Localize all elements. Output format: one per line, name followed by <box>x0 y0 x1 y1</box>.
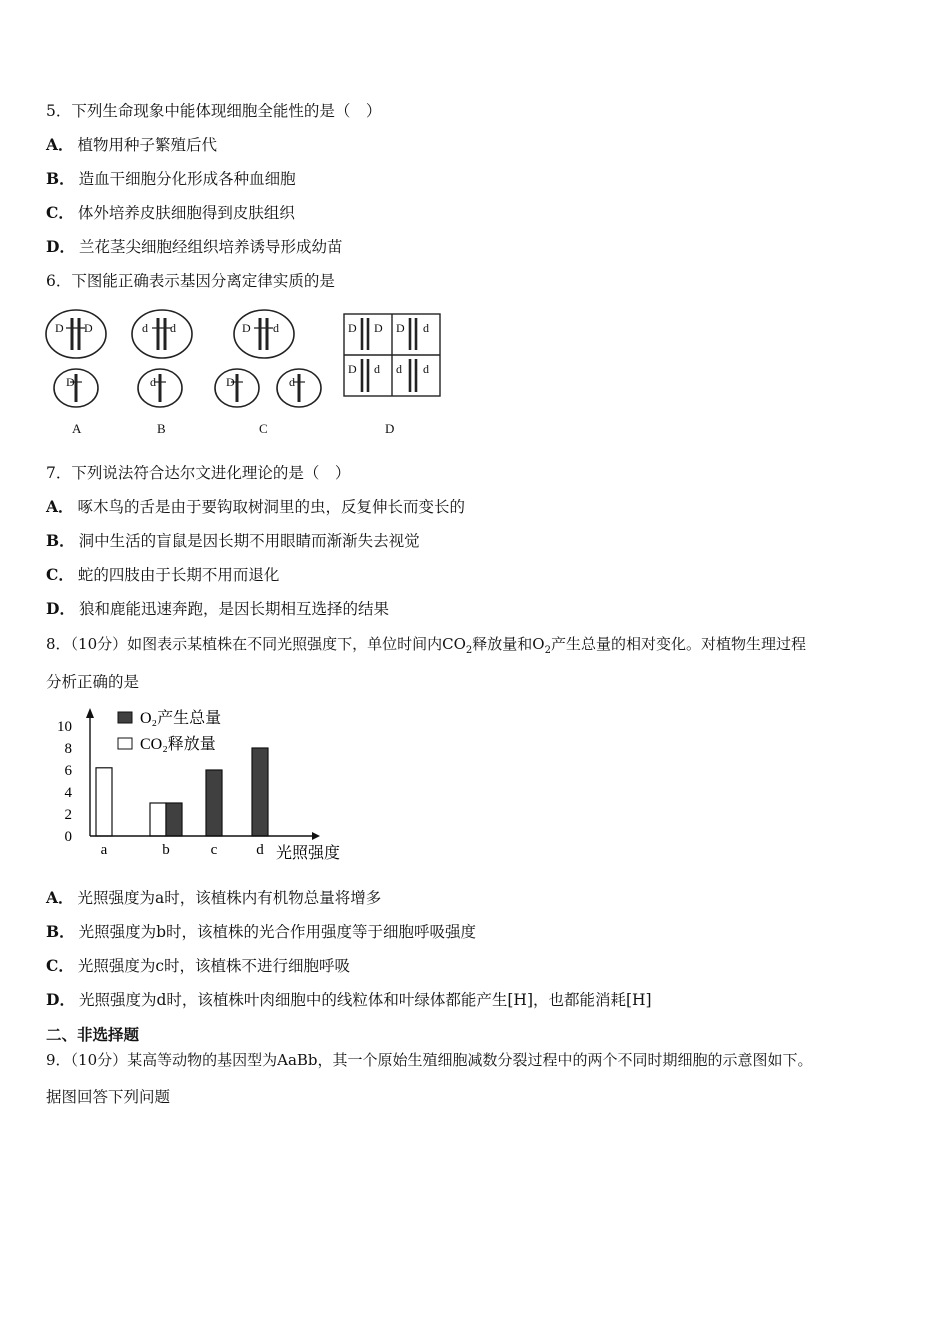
y-tick-label: 2 <box>64 807 72 823</box>
gene-label: d <box>423 321 429 335</box>
cell-b-parent <box>132 310 192 358</box>
y-axis-arrow <box>86 708 94 718</box>
y-tick-label: 4 <box>64 785 72 801</box>
x-tick-label: b <box>162 842 170 858</box>
gene-label: D <box>396 321 405 335</box>
q8-option-b: B． 光照强度为b时，该植株的光合作用强度等于细胞呼吸强度 <box>46 922 477 941</box>
gene-label: d <box>396 362 402 376</box>
gene-label: D <box>348 362 357 376</box>
gene-label: D <box>66 375 75 389</box>
x-axis-arrow <box>312 832 320 840</box>
gene-label: D <box>374 321 383 335</box>
q8-stem: 8．（10分）如图表示某植株在不同光照强度下，单位时间内$CO_2$释放量和$O_2$产生总量的相对变化。对植物生理过程 <box>46 635 806 656</box>
y-tick-label: 8 <box>64 741 72 757</box>
caption-c: C <box>259 421 268 436</box>
q5-option-a: A． 植物用种子繁殖后代 <box>46 135 218 154</box>
legend-label-co2: CO₂释放量 <box>140 736 216 753</box>
gene-label: D <box>55 321 64 335</box>
bar-o2-d <box>252 748 268 836</box>
gene-label: d <box>273 321 279 335</box>
q8-option-a: A． 光照强度为a时，该植株内有机物总量将增多 <box>46 888 382 907</box>
caption-d: D <box>385 421 395 436</box>
gene-label: d <box>170 321 176 335</box>
q7-option-b: B． 洞中生活的盲鼠是因长期不用眼睛而渐渐失去视觉 <box>46 531 420 550</box>
q5-stem: 5．下列生命现象中能体现细胞全能性的是（ ） <box>46 102 382 120</box>
gene-label: d <box>423 362 429 376</box>
gene-label: D <box>348 321 357 335</box>
section-title: 二、非选择题 <box>46 1025 140 1044</box>
q8-option-c: C． 光照强度为c时，该植株不进行细胞呼吸 <box>46 956 351 975</box>
x-axis-label: 光照强度 <box>276 845 341 862</box>
gene-label: d <box>150 375 156 389</box>
q7-option-c: C． 蛇的四肢由于长期不用而退化 <box>46 565 280 584</box>
q8-option-d: D． 光照强度为d时，该植株叶肉细胞中的线粒体和叶绿体都能产生[H]，也都能消耗[H] <box>46 990 652 1009</box>
caption-a: A <box>72 421 82 436</box>
q9-stem-line2: 据图回答下列问题 <box>46 1088 171 1106</box>
bar-o2-b <box>166 803 182 836</box>
gene-label: d <box>374 362 380 376</box>
bar-co2-b <box>150 803 166 836</box>
q7-option-a: A． 啄木鸟的舌是由于要钩取树洞里的虫，反复伸长而变长的 <box>46 497 466 516</box>
q6-stem: 6．下图能正确表示基因分离定律实质的是 <box>46 272 335 290</box>
y-tick-label: 10 <box>57 719 72 735</box>
x-tick-label: a <box>100 842 108 858</box>
chart-svg <box>44 702 364 866</box>
bar-co2-a <box>96 768 112 836</box>
caption-b: B <box>157 421 166 436</box>
y-tick-label: 6 <box>64 763 72 779</box>
q8-stem-line2: 分析正确的是 <box>46 673 140 691</box>
q8-bar-chart <box>44 702 364 866</box>
q7-stem: 7．下列说法符合达尔文进化理论的是（ ） <box>46 464 351 482</box>
gene-label: D <box>226 375 235 389</box>
legend-swatch-o2 <box>118 712 132 723</box>
legend-swatch-co2 <box>118 738 132 749</box>
gene-label: D <box>84 321 93 335</box>
q5-option-d: D． 兰花茎尖细胞经组织培养诱导形成幼苗 <box>46 237 343 256</box>
y-tick-label: 0 <box>64 829 72 845</box>
gene-label: d <box>289 375 295 389</box>
x-tick-label: c <box>210 842 218 858</box>
q9-stem: 9．（10分）某高等动物的基因型为AaBb，其一个原始生殖细胞减数分裂过程中的两个不同时期细胞的示意图如下。 <box>46 1051 813 1069</box>
q6-cell-diagrams <box>44 306 444 440</box>
legend-label-o2: O₂产生总量 <box>140 710 222 727</box>
q5-option-c: C． 体外培养皮肤细胞得到皮肤组织 <box>46 203 295 222</box>
q7-option-d: D． 狼和鹿能迅速奔跑，是因长期相互选择的结果 <box>46 599 389 618</box>
x-tick-label: d <box>256 842 264 858</box>
bar-o2-c <box>206 770 222 836</box>
gene-label: D <box>242 321 251 335</box>
q5-option-b: B． 造血干细胞分化形成各种血细胞 <box>46 169 296 188</box>
gene-label: d <box>142 321 148 335</box>
